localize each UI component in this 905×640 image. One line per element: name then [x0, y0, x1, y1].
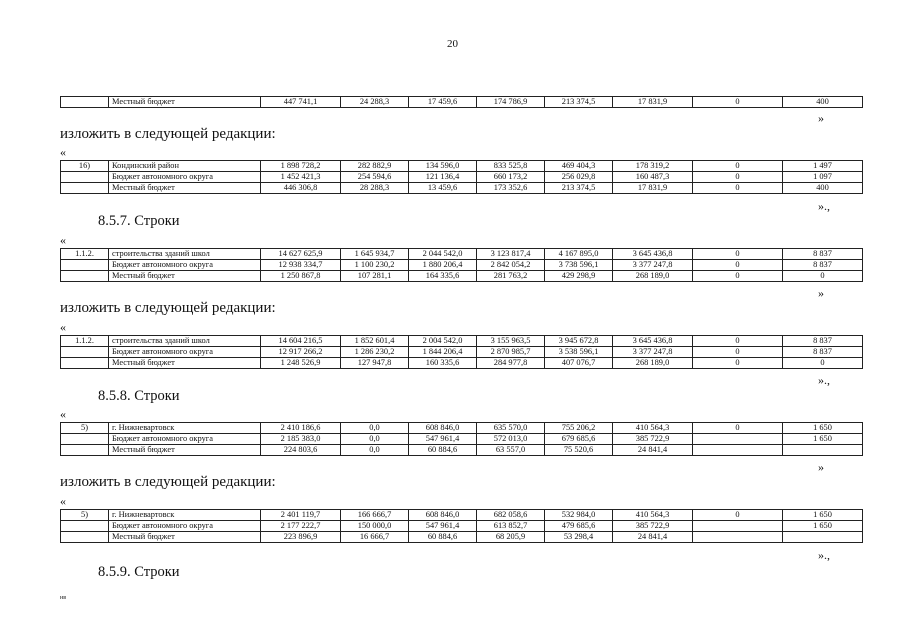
value-cell: 608 846,0 — [409, 423, 477, 434]
value-cell: 0 — [693, 358, 783, 369]
page-number: 20 — [447, 38, 458, 50]
footer-mark: нв — [60, 595, 67, 601]
value-cell: 0 — [693, 249, 783, 260]
value-cell: 1 497 — [783, 161, 863, 172]
value-cell: 1 248 526,9 — [261, 358, 341, 369]
value-cell: 2 870 985,7 — [477, 347, 545, 358]
value-cell: 1 100 230,2 — [341, 260, 409, 271]
table-row — [61, 358, 863, 369]
value-cell: 8 837 — [783, 347, 863, 358]
row-number-cell — [61, 260, 109, 271]
value-cell: 4 167 895,0 — [545, 249, 613, 260]
value-cell: 2 401 119,7 — [261, 510, 341, 521]
value-cell: 0 — [693, 161, 783, 172]
row-name-cell: Бюджет автономного округа — [109, 521, 261, 532]
row-name-cell: Бюджет автономного округа — [109, 260, 261, 271]
value-cell: 682 058,6 — [477, 510, 545, 521]
value-cell: 0 — [783, 271, 863, 282]
row-name-cell: Местный бюджет — [109, 445, 261, 456]
value-cell: 1 898 728,2 — [261, 161, 341, 172]
value-cell: 0 — [693, 172, 783, 183]
value-cell: 2 842 054,2 — [477, 260, 545, 271]
value-cell: 134 596,0 — [409, 161, 477, 172]
value-cell: 173 352,6 — [477, 183, 545, 194]
value-cell: 429 298,9 — [545, 271, 613, 282]
value-cell: 68 205,9 — [477, 532, 545, 543]
table-row — [61, 445, 863, 456]
value-cell: 63 557,0 — [477, 445, 545, 456]
row-number-cell: 5) — [61, 423, 109, 434]
value-cell: 410 564,3 — [613, 423, 693, 434]
value-cell: 16 666,7 — [341, 532, 409, 543]
value-cell: 75 520,6 — [545, 445, 613, 456]
value-cell — [693, 521, 783, 532]
table-row — [61, 510, 863, 521]
opening-quote: « — [60, 320, 66, 334]
value-cell: 2 185 383,0 — [261, 434, 341, 445]
value-cell: 3 377 247,8 — [613, 347, 693, 358]
value-cell: 0 — [693, 510, 783, 521]
value-cell: 572 013,0 — [477, 434, 545, 445]
closing-quote: » — [818, 286, 824, 300]
value-cell: 0 — [693, 271, 783, 282]
value-cell: 121 136,4 — [409, 172, 477, 183]
opening-quote: « — [60, 145, 66, 159]
value-cell: 53 298,4 — [545, 532, 613, 543]
value-cell: 1 650 — [783, 423, 863, 434]
table-row — [61, 336, 863, 347]
value-cell: 24 841,4 — [613, 445, 693, 456]
value-cell: 833 525,8 — [477, 161, 545, 172]
value-cell: 284 977,8 — [477, 358, 545, 369]
value-cell: 166 666,7 — [341, 510, 409, 521]
data-table — [60, 335, 863, 369]
value-cell: 174 786,9 — [477, 97, 545, 108]
table-row — [61, 183, 863, 194]
value-cell: 17 459,6 — [409, 97, 477, 108]
row-name-cell: Местный бюджет — [109, 271, 261, 282]
row-number-cell: 1.1.2. — [61, 336, 109, 347]
replacement-label: изложить в следующей редакции: — [60, 126, 276, 142]
row-number-cell: 5) — [61, 510, 109, 521]
value-cell: 0,0 — [341, 445, 409, 456]
row-name-cell: Бюджет автономного округа — [109, 347, 261, 358]
row-name-cell: Кондинский район — [109, 161, 261, 172]
row-number-cell — [61, 347, 109, 358]
row-number-cell: 1.1.2. — [61, 249, 109, 260]
table-row — [61, 161, 863, 172]
row-name-cell: Бюджет автономного округа — [109, 172, 261, 183]
value-cell: 13 459,6 — [409, 183, 477, 194]
value-cell: 14 627 625,9 — [261, 249, 341, 260]
value-cell: 608 846,0 — [409, 510, 477, 521]
value-cell: 107 281,1 — [341, 271, 409, 282]
closing-quote: »., — [818, 373, 830, 387]
value-cell: 2 004 542,0 — [409, 336, 477, 347]
table-row — [61, 347, 863, 358]
row-name-cell: г. Нижневартовск — [109, 423, 261, 434]
value-cell: 679 685,6 — [545, 434, 613, 445]
value-cell: 1 645 934,7 — [341, 249, 409, 260]
value-cell: 532 984,0 — [545, 510, 613, 521]
value-cell: 547 961,4 — [409, 521, 477, 532]
row-number-cell — [61, 434, 109, 445]
value-cell: 3 645 436,8 — [613, 336, 693, 347]
value-cell: 0 — [693, 97, 783, 108]
value-cell: 1 844 206,4 — [409, 347, 477, 358]
row-name-cell: Местный бюджет — [109, 183, 261, 194]
value-cell: 0,0 — [341, 423, 409, 434]
value-cell: 447 741,1 — [261, 97, 341, 108]
table-row — [61, 260, 863, 271]
value-cell: 3 377 247,8 — [613, 260, 693, 271]
value-cell: 385 722,9 — [613, 434, 693, 445]
table-row — [61, 434, 863, 445]
value-cell: 256 029,8 — [545, 172, 613, 183]
value-cell: 0,0 — [341, 434, 409, 445]
value-cell: 254 594,6 — [341, 172, 409, 183]
value-cell: 160 335,6 — [409, 358, 477, 369]
value-cell: 164 335,6 — [409, 271, 477, 282]
row-name-cell: строительства зданий школ — [109, 249, 261, 260]
value-cell: 755 206,2 — [545, 423, 613, 434]
value-cell: 12 917 266,2 — [261, 347, 341, 358]
value-cell: 224 803,6 — [261, 445, 341, 456]
row-name-cell: строительства зданий школ — [109, 336, 261, 347]
table-row — [61, 271, 863, 282]
opening-quote: « — [60, 233, 66, 247]
value-cell: 400 — [783, 183, 863, 194]
value-cell: 1 286 230,2 — [341, 347, 409, 358]
value-cell: 160 487,3 — [613, 172, 693, 183]
row-name-cell: Местный бюджет — [109, 532, 261, 543]
value-cell: 479 685,6 — [545, 521, 613, 532]
section-heading: 8.5.7. Строки — [98, 213, 180, 229]
value-cell — [693, 445, 783, 456]
replacement-label: изложить в следующей редакции: — [60, 474, 276, 490]
value-cell: 0 — [693, 260, 783, 271]
opening-quote: « — [60, 407, 66, 421]
row-name-cell: Бюджет автономного округа — [109, 434, 261, 445]
value-cell: 3 738 596,1 — [545, 260, 613, 271]
value-cell: 3 538 596,1 — [545, 347, 613, 358]
value-cell: 24 841,4 — [613, 532, 693, 543]
value-cell: 17 831,9 — [613, 97, 693, 108]
value-cell: 547 961,4 — [409, 434, 477, 445]
row-number-cell — [61, 358, 109, 369]
value-cell: 60 884,6 — [409, 445, 477, 456]
row-number-cell — [61, 97, 109, 108]
value-cell: 8 837 — [783, 336, 863, 347]
value-cell: 2 044 542,0 — [409, 249, 477, 260]
value-cell: 150 000,0 — [341, 521, 409, 532]
value-cell: 282 882,9 — [341, 161, 409, 172]
value-cell: 1 852 601,4 — [341, 336, 409, 347]
value-cell: 446 306,8 — [261, 183, 341, 194]
row-number-cell — [61, 183, 109, 194]
value-cell: 213 374,5 — [545, 183, 613, 194]
value-cell: 3 645 436,8 — [613, 249, 693, 260]
data-table — [60, 160, 863, 194]
value-cell: 14 604 216,5 — [261, 336, 341, 347]
value-cell — [783, 445, 863, 456]
value-cell — [693, 532, 783, 543]
value-cell: 2 177 222,7 — [261, 521, 341, 532]
opening-quote: « — [60, 494, 66, 508]
value-cell: 1 650 — [783, 434, 863, 445]
value-cell: 8 837 — [783, 249, 863, 260]
value-cell: 3 155 963,5 — [477, 336, 545, 347]
closing-quote: » — [818, 111, 824, 125]
value-cell: 385 722,9 — [613, 521, 693, 532]
value-cell: 660 173,2 — [477, 172, 545, 183]
row-number-cell — [61, 172, 109, 183]
value-cell — [783, 532, 863, 543]
row-name-cell: Местный бюджет — [109, 97, 261, 108]
value-cell: 28 288,3 — [341, 183, 409, 194]
section-heading: 8.5.9. Строки — [98, 564, 180, 580]
value-cell: 2 410 186,6 — [261, 423, 341, 434]
value-cell: 469 404,3 — [545, 161, 613, 172]
data-table — [60, 96, 863, 108]
table-row — [61, 97, 863, 108]
closing-quote: »., — [818, 199, 830, 213]
value-cell: 1 452 421,3 — [261, 172, 341, 183]
table-row — [61, 532, 863, 543]
value-cell: 1 650 — [783, 521, 863, 532]
value-cell: 3 945 672,8 — [545, 336, 613, 347]
value-cell: 407 076,7 — [545, 358, 613, 369]
table-row — [61, 423, 863, 434]
value-cell: 127 947,8 — [341, 358, 409, 369]
value-cell: 1 650 — [783, 510, 863, 521]
value-cell: 268 189,0 — [613, 271, 693, 282]
value-cell: 24 288,3 — [341, 97, 409, 108]
section-heading: 8.5.8. Строки — [98, 388, 180, 404]
row-name-cell: г. Нижневартовск — [109, 510, 261, 521]
value-cell: 3 123 817,4 — [477, 249, 545, 260]
value-cell: 0 — [783, 358, 863, 369]
value-cell: 410 564,3 — [613, 510, 693, 521]
value-cell: 0 — [693, 423, 783, 434]
value-cell: 1 250 867,8 — [261, 271, 341, 282]
value-cell — [693, 434, 783, 445]
table-row — [61, 172, 863, 183]
value-cell: 400 — [783, 97, 863, 108]
value-cell: 0 — [693, 347, 783, 358]
row-number-cell — [61, 521, 109, 532]
value-cell: 223 896,9 — [261, 532, 341, 543]
value-cell: 12 938 334,7 — [261, 260, 341, 271]
closing-quote: » — [818, 460, 824, 474]
value-cell: 613 852,7 — [477, 521, 545, 532]
value-cell: 281 763,2 — [477, 271, 545, 282]
data-table — [60, 509, 863, 543]
data-table — [60, 248, 863, 282]
row-name-cell: Местный бюджет — [109, 358, 261, 369]
value-cell: 8 837 — [783, 260, 863, 271]
replacement-label: изложить в следующей редакции: — [60, 300, 276, 316]
data-table — [60, 422, 863, 456]
value-cell: 178 319,2 — [613, 161, 693, 172]
value-cell: 635 570,0 — [477, 423, 545, 434]
row-number-cell — [61, 271, 109, 282]
value-cell: 17 831,9 — [613, 183, 693, 194]
value-cell: 1 880 206,4 — [409, 260, 477, 271]
value-cell: 1 097 — [783, 172, 863, 183]
table-row — [61, 521, 863, 532]
value-cell: 0 — [693, 336, 783, 347]
value-cell: 0 — [693, 183, 783, 194]
value-cell: 213 374,5 — [545, 97, 613, 108]
value-cell: 60 884,6 — [409, 532, 477, 543]
row-number-cell — [61, 532, 109, 543]
value-cell: 268 189,0 — [613, 358, 693, 369]
row-number-cell — [61, 445, 109, 456]
closing-quote: »., — [818, 548, 830, 562]
row-number-cell: 16) — [61, 161, 109, 172]
table-row — [61, 249, 863, 260]
